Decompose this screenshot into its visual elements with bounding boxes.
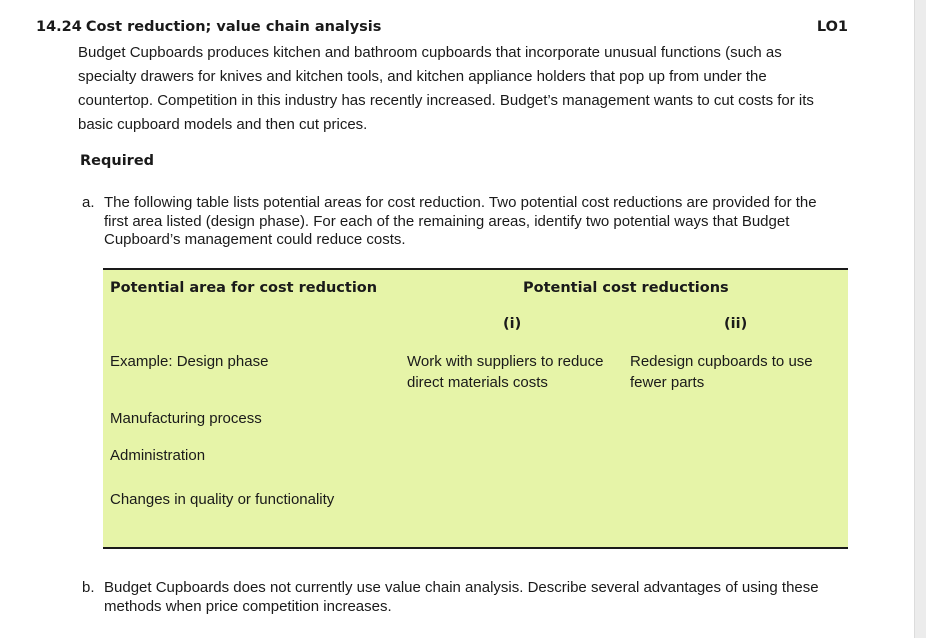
part-a-label: a.: [82, 194, 95, 211]
table-row-area: Changes in quality or functionality: [110, 491, 335, 508]
problem-number: 14.24: [36, 19, 82, 35]
table-row-area: Manufacturing process: [110, 410, 262, 427]
problem-heading: [36, 19, 848, 39]
part-a-text: The following table lists potential areas for cost reduction. Two potential cost reductions are provided for the first area listed (design phase). For each of the remaining areas, identify two potential ways that Budget Cupboard’s management could reduce costs.: [104, 194, 817, 248]
table-row-reduction-i: Work with suppliers to reduce direct materials costs: [407, 353, 604, 391]
table-header-area: Potential area for cost reduction: [110, 280, 378, 296]
part-b-text: Budget Cupboards does not currently use value chain analysis. Describe several advantages of using these methods when price competition increases.: [104, 579, 819, 615]
table-header-reductions: Potential cost reductions: [523, 280, 729, 296]
part-b-label: b.: [82, 579, 95, 596]
problem-title: Cost reduction; value chain analysis: [85, 19, 382, 35]
problem-intro: Budget Cupboards produces kitchen and bathroom cupboards that incorporate unusual functions (such as specialty drawers for knives and kitchen tools, and kitchen appliance holders that pop up from under the countertop. Competition in this industry has recently increased. Budget’s management wants to cut costs for its basic cupboard models and then cut prices.: [78, 44, 814, 133]
learning-objective-badge: LO1: [816, 19, 848, 35]
required-heading: Required: [80, 153, 155, 169]
table-subheader-ii: (ii): [724, 316, 748, 332]
table-row-reduction-ii: Redesign cupboards to use fewer parts: [630, 353, 813, 391]
table-subheader-i: (i): [503, 316, 522, 332]
vertical-scrollbar[interactable]: [914, 0, 926, 638]
table-row-area: Administration: [110, 447, 206, 464]
cost-reduction-table: [103, 268, 848, 549]
table-row-area: Example: Design phase: [110, 353, 269, 370]
